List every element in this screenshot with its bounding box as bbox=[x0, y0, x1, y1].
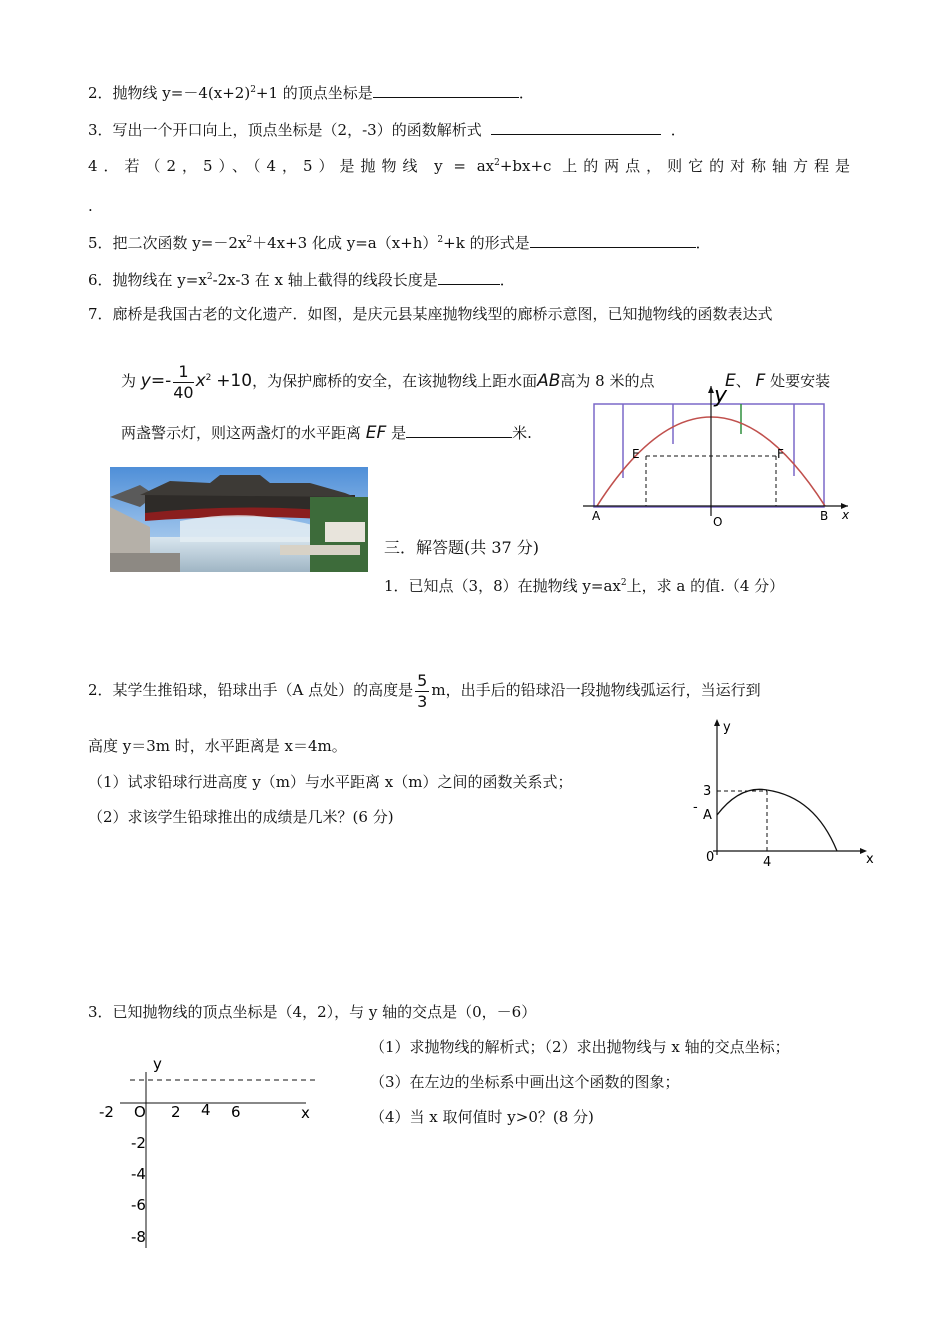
answer-blank[interactable] bbox=[406, 422, 512, 438]
y-label: y bbox=[153, 1055, 162, 1073]
solution-question-3-item-1: （1）求抛物线的解析式；（2）求出抛物线与 x 轴的交点坐标； bbox=[370, 1038, 790, 1056]
solution-question-3-item-3: （3）在左边的坐标系中画出这个函数的图象； bbox=[370, 1073, 680, 1091]
question-2: 2．抛物线 $y=-4(x+2)^2+1$ 的顶点坐标是 ． bbox=[88, 84, 534, 102]
question-7-line-3: 两盏警示灯，则这两盏灯的水平距离 EF 是 米. bbox=[121, 423, 532, 443]
question-4: 4．若（2，5）、（4，5）是抛物线 $y = ax^2+bx+c$ 上的两点，则它的对称轴方程是 bbox=[88, 157, 850, 175]
origin-label: O bbox=[134, 1103, 146, 1121]
fraction-1-over-40: $\frac{1}{40}$ bbox=[173, 361, 194, 402]
solution-question-2-line-1: 2．某学生推铅球，铅球出手（A 点处）的高度是 $\frac{5}{3}$ m，出手后的铅球沿一段抛物线弧运行，当运行到 bbox=[88, 670, 761, 711]
y-tick-label: -4 bbox=[131, 1165, 146, 1183]
point-a-label: A bbox=[703, 808, 712, 823]
bridge-parabola-diagram bbox=[578, 378, 858, 530]
dash-mark: - bbox=[693, 800, 698, 815]
x-tick-label: 2 bbox=[171, 1103, 181, 1121]
question-7-line-2-tail: E、 F 处要安装 bbox=[725, 371, 831, 391]
point-b-label: B bbox=[820, 509, 829, 523]
solution-question-2-line-2: 高度 y＝3m 时，水平距离是 x＝4m。 bbox=[88, 737, 347, 755]
point-a-label: A bbox=[592, 509, 601, 523]
solution-question-3-line-1: 3．已知抛物线的顶点坐标是（4，2），与 y 轴的交点是（0，－6） bbox=[88, 1003, 537, 1021]
solution-question-3-item-4: （4）当 x 取何值时 y>0？(8 分) bbox=[370, 1108, 594, 1126]
answer-blank[interactable] bbox=[438, 269, 500, 285]
solution-question-2-item-1: （1）试求铅球行进高度 y（m）与水平距离 x（m）之间的函数关系式； bbox=[88, 773, 573, 791]
question-5: 5．把二次函数 $y=-2x^2+4x+3$ 化成 $y=a(x+h)^2+k$ 的形式是 ． bbox=[88, 234, 711, 252]
origin-label: 0 bbox=[706, 850, 715, 865]
origin-label: O bbox=[713, 515, 723, 529]
x-label: x bbox=[301, 1104, 310, 1122]
trajectory-curve bbox=[717, 789, 837, 851]
x-label: x bbox=[866, 852, 874, 867]
y-axis-arrow bbox=[714, 719, 720, 726]
x-tick-label: 6 bbox=[231, 1103, 241, 1121]
tick-4-label: 4 bbox=[763, 855, 772, 870]
y-label: y bbox=[714, 383, 728, 408]
question-3: 3．写出一个开口向上，顶点坐标是（2，-3）的函数解析式 ． bbox=[88, 121, 686, 139]
bridge-photo bbox=[110, 467, 368, 572]
answer-blank[interactable] bbox=[373, 82, 519, 98]
tick-3-label: 3 bbox=[703, 784, 712, 799]
fraction-5-over-3: $\frac{5}{3}$ bbox=[417, 670, 428, 711]
question-7-line-1: 7．廊桥是我国古老的文化遗产．如图，是庆元县某座抛物线型的廊桥示意图，已知抛物线的函数表达式 bbox=[88, 305, 773, 323]
y-tick-label: -2 bbox=[131, 1134, 146, 1152]
answer-blank[interactable] bbox=[491, 119, 661, 135]
point-e-label: E bbox=[632, 447, 640, 461]
question-4-dot: . bbox=[88, 197, 93, 215]
point-f-label: F bbox=[777, 447, 784, 461]
shot-put-diagram bbox=[695, 715, 880, 870]
solution-question-2-item-2: （2）求该学生铅球推出的成绩是几米？(6 分) bbox=[88, 808, 394, 826]
section-3-title: 三．解答题(共 37 分) bbox=[384, 538, 540, 557]
y-label: y bbox=[723, 720, 731, 735]
question-6: 6．抛物线在 $y=x^2-2x-3$ 在 x 轴上截得的线段长度是 ． bbox=[88, 271, 515, 289]
y-tick-label: -8 bbox=[131, 1228, 146, 1246]
y-tick-label: -6 bbox=[131, 1196, 146, 1214]
x-label: x bbox=[842, 508, 850, 522]
question-7-line-2: 为 y=- $\frac{1}{40}$ $x^2 +10$，为保护廊桥的安全，在该抛物线上距水面AB高为 8 米的点 bbox=[121, 361, 655, 402]
answer-blank[interactable] bbox=[530, 232, 696, 248]
x-tick-label: -2 bbox=[99, 1103, 114, 1121]
x-tick-label: 4 bbox=[201, 1101, 211, 1119]
coordinate-system bbox=[90, 1050, 330, 1250]
solution-question-1: 1．已知点（3，8）在抛物线 $y=ax^2$上，求 a 的值.（4 分） bbox=[384, 577, 785, 595]
